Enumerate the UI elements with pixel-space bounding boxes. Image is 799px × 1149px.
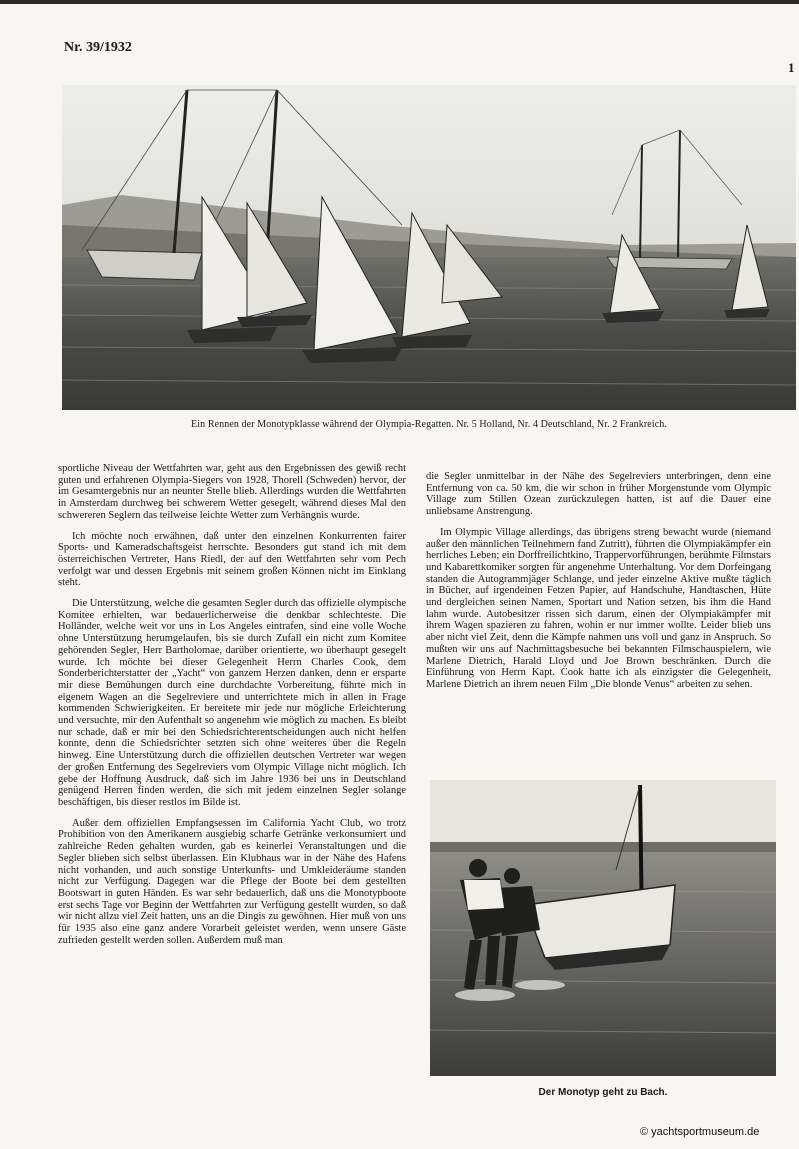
issue-number: Nr. 39/1932 [64,40,132,55]
page-number: 1 [788,60,795,75]
launch-photo [430,780,776,1076]
article-column-right [426,471,771,700]
article-paragraph: Außer dem offiziellen Empfangsessen im California Yacht Club, wo trotz Prohibition von den Amerikanern ausgiebig scharfe Getränke verkonsumiert und zahlreiche Reden gehalten wurden, gab es keinerlei Veranstaltungen und die Segler blieben sich selbst überlassen. Ein Klubhaus war in der Nähe des Hafens nicht vorhanden, und auch sonstige Unterkunfts- und Umkleideräume standen nicht zur Verfügung. Dagegen war die Pflege der Boote bei dem gestellten Bootswart in guten Händen. Es war sehr bedauerlich, daß uns die Monotypboote erst sechs Tage vor Beginn der Wettfahrten zur Verfügung gestellt wurden, so daß wir nicht allzu viel Zeit hatten, uns an die Dingis zu gewöhnen. Hier muß von uns für 1935 also eine ganz andere Vorarbeit geleistet werden, wenn unsere Gäste zufrieden gestellt werden sollen. Außerdem muß man [58,817,406,946]
article-column-left [58,463,406,955]
article-paragraph: Im Olympic Village allerdings, das übrigens streng bewacht wurde (niemand außer den männlichen Teilnehmern fand Zutritt), führten die Olympiakämpfer ein herrliches Leben; ein Dorffreilichtkino, Trappervorführungen, berühmte Filmstars und Kabarettkomiker sorgten für angenehme Unterhaltung. Vor dem Dorfeingang standen die Autogrammjäger Schlange, und jeder einzelne Aktive mußte täglich in Bücher, auf irgendeinen Fetzen Papier, auf Handschuhe, Handtaschen, Hüte und dergleichen seinen Namen, Sportart und Nation setzen, bis ihm die Hand lahm wurde. Autobesitzer rissen sich darum, einen der Olympiakämpfer mit ihrem Wagen spazieren zu fahren, wohin er nur immer wollte. Leider blieb uns aber nicht viel Zeit, denn die Kämpfe nahmen uns voll und ganz in Anspruch. So mußten wir uns auf Nachmittagsbesuche bei bekannten Filmschauspielern, wie Marlene Dietrich, Harald Lloyd und Joe Brown beschränken. Durch die Einführung von Herrn Kapt. Cook hatte ich als einzigster die Gelegenheit, Marlene Dietrich an ihrem neuen Film „Die blonde Venus“ arbeiten zu sehen. [426,526,771,690]
page-edge [0,0,799,4]
article-paragraph: Die Unterstützung, welche die gesamten Segler durch das offizielle olympische Komitee erhielten, war bedauerlicherweise die denkbar schlechteste. Die Holländer, welche weit vor uns in Los Angeles eintrafen, sind eine volle Woche ohne Unterstützung herumgelaufen, bis sie durch Zufall ein nicht zum Komitee gehörenden Segler, Herr Bartholomae, darüber orientierte, wo überhaupt gesegelt wurde. Ich möchte bei dieser Gelegenheit Herrn Charles Cook, dem Sonderberichterstatter der „Yacht“ von ganzem Herzen danken, denn er ersparte mir diese Bemühungen durch eine durchdachte Vorbereitung, führte mich in eigenem Wagen an die Segelreviere und unterrichtete mich in allen in Frage kommenden Schwierigkeiten. Er bereitete mir jede nur mögliche Erleichterung und versuchte, mir den Aufenthalt so angenehm wie möglich zu machen. Es bleibt nur schade, daß er mir bei den Schiedsrichterentscheidungen auch nicht helfen konnte, denn die Schiedsrichter setzten sich ohne weiteres über die Regeln hinweg. Eine Unterstützung durch die offiziellen deutschen Vertreter war wegen der großen Entfernung des Segelreviers vom Olympic Village nicht möglich. Ich gebe der Hoffnung Ausdruck, daß sich im Jahre 1936 bei uns in Deutschland genügend Herren finden werden, die sich mit jedem einzelnen Segler solange beschäftigen, bis dieser restlos im Bilde ist. [58,598,406,808]
regatta-photo-caption: Ein Rennen der Monotypklasse während der Olympia-Regatten. Nr. 5 Holland, Nr. 4 Deutschland, Nr. 2 Frankreich. [191,419,667,430]
regatta-illustration [62,85,796,410]
article-paragraph: sportliche Niveau der Wettfahrten war, geht aus den Ergebnissen des gewiß recht guten und erfahrenen Olympia-Siegers von 1928, Thorell (Schweden) hervor, der im Gesamtergebnis nur an neunter Stelle blieb. Allerdings wurden die Wettfahrten in Amsterdam durchweg bei schwerem Wetter gesegelt, während dieses Mal den schwereren Seglern das teilweise leichte Wetter zum Verhängnis wurde. [58,463,406,521]
article-paragraph: die Segler unmittelbar in der Nähe des Segelreviers unterbringen, denn eine Entfernung von ca. 50 km, die wir schon in früher Morgenstunde vom Olympic Village zum Stillen Ozean zurückzulegen hatten, ist auf die Dauer eine unliebsame Anstrengung. [426,471,771,518]
article-paragraph: Ich möchte noch erwähnen, daß unter den einzelnen Konkurrenten fairer Sports- und Kameradschaftsgeist herrschte. Besonders gut stand ich mit dem österreichischen Vertreter, Hans Riedl, der auf den Wettfahrten sehr vom Pech verfolgt war und dessen Ergebnis mit seinem großen Können nicht im Einklang steht. [58,530,406,589]
launch-photo-caption: Der Monotyp geht zu Bach. [538,1087,668,1098]
museum-watermark: © yachtsportmuseum.de [640,1126,760,1138]
launch-illustration [430,780,776,1076]
regatta-photo [62,85,796,410]
